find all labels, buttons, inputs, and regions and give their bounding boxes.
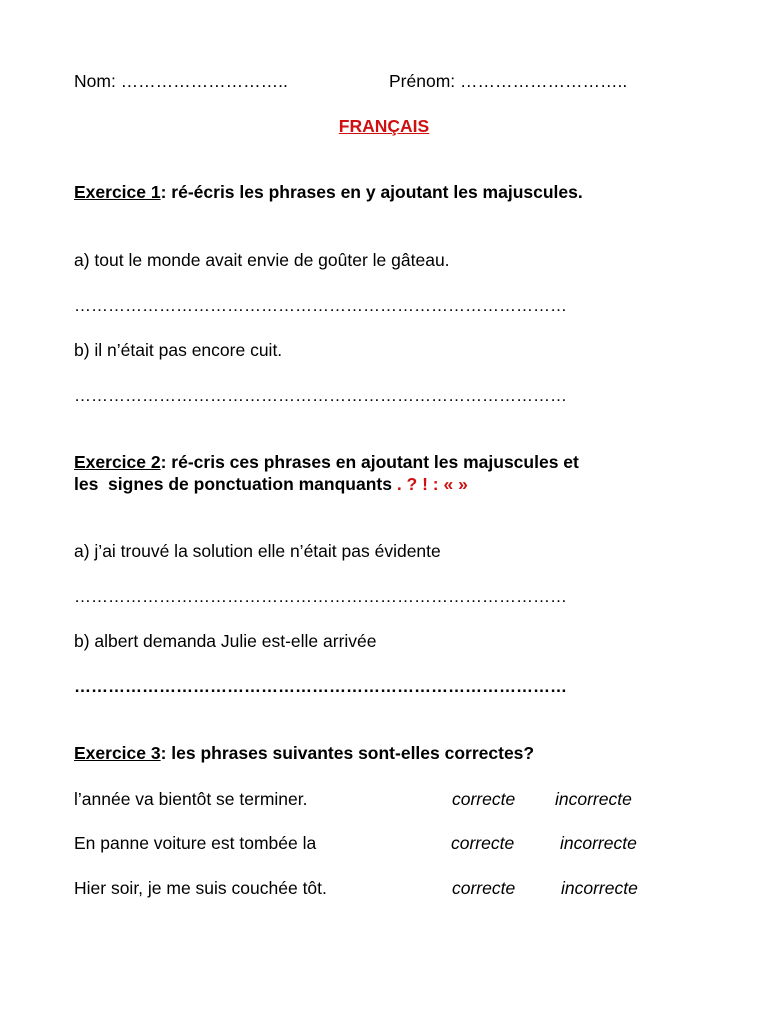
exercise-3-choice-correct-3[interactable]: correcte — [452, 878, 516, 898]
exercise-2-label: Exercice 2 — [74, 452, 161, 472]
exercise-2-answer-line-b[interactable]: …………………………………………………………………………… — [74, 677, 567, 696]
exercise-1-instruction: : ré-écris les phrases en y ajoutant les majuscules. — [160, 182, 583, 202]
exercise-3-sentence-1: l’année va bientôt se terminer. — [74, 789, 308, 809]
exercise-3-sentence-3: Hier soir, je me suis couchée tôt. — [74, 878, 327, 898]
punctuation-marks: . ? ! : « » — [396, 474, 468, 494]
exercise-3-choice-correct-2[interactable]: correcte — [451, 833, 515, 853]
exercise-2-sentence-a: a) j’ai trouvé la solution elle n’était pas évidente — [74, 541, 441, 561]
exercise-1-sentence-b: b) il n’était pas encore cuit. — [74, 340, 283, 360]
nom-field[interactable]: Nom: ……………………….. — [74, 71, 288, 91]
exercise-3-instruction: : les phrases suivantes sont-elles correctes? — [160, 743, 535, 763]
exercise-1-answer-line-a[interactable]: …………………………………………………………………………… — [74, 296, 567, 315]
exercise-2-answer-line-a[interactable]: …………………………………………………………………………… — [74, 587, 567, 606]
page-title: FRANÇAIS — [338, 116, 430, 136]
exercise-2-heading-line-1 — [74, 451, 694, 473]
exercise-1-answer-line-b[interactable]: …………………………………………………………………………… — [74, 386, 567, 405]
prenom-field[interactable]: Prénom: ……………………….. — [389, 71, 628, 91]
exercise-2-heading — [74, 451, 694, 495]
exercise-3-label: Exercice 3 — [74, 743, 161, 763]
exercise-1-label: Exercice 1 — [74, 182, 161, 202]
exercise-2-instruction-1: : ré-cris ces phrases en ajoutant les majuscules et — [160, 452, 579, 472]
exercise-3-heading — [74, 742, 534, 764]
exercise-3-choice-incorrect-2[interactable]: incorrecte — [560, 833, 637, 853]
exercise-3-choice-incorrect-1[interactable]: incorrecte — [555, 789, 632, 809]
exercise-3-sentence-2: En panne voiture est tombée la — [74, 833, 317, 853]
exercise-1-sentence-a: a) tout le monde avait envie de goûter le gâteau. — [74, 250, 450, 270]
exercise-2-instruction-2: les signes de ponctuation manquants — [74, 474, 397, 494]
exercise-2-heading-line-2 — [74, 473, 694, 495]
exercise-1-heading — [74, 181, 583, 203]
exercise-2-sentence-b: b) albert demanda Julie est-elle arrivée — [74, 631, 377, 651]
exercise-3-choice-incorrect-3[interactable]: incorrecte — [561, 878, 638, 898]
exercise-3-choice-correct-1[interactable]: correcte — [452, 789, 516, 809]
